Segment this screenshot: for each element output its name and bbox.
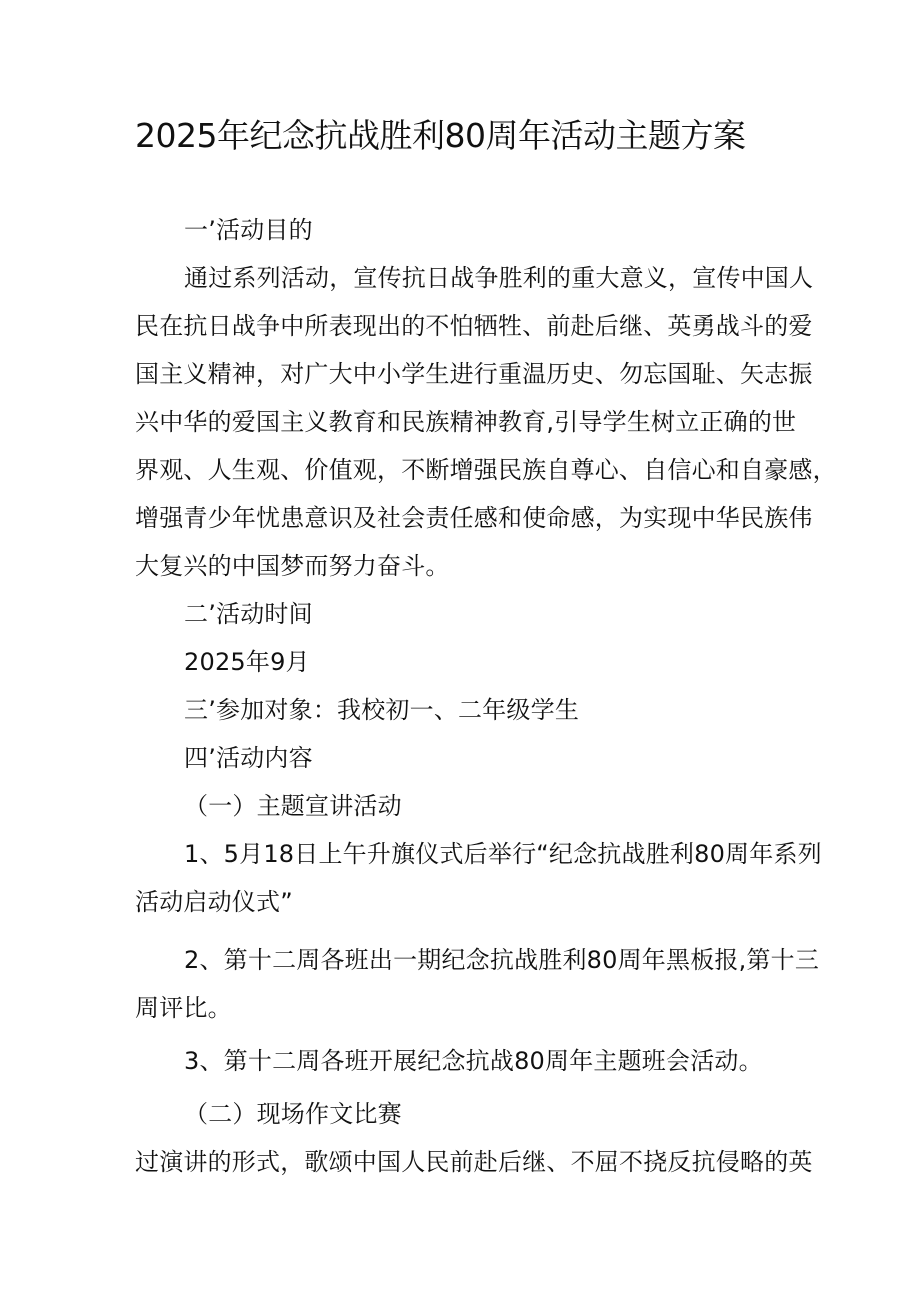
section-heading-participants: 三’参加对象：我校初一、二年级学生 — [184, 696, 580, 724]
paragraph-line: 民在抗日战争中所表现出的不怕牺牲、前赴后继、英勇战斗的爱 — [135, 312, 813, 340]
subsection-heading-lecture: （一）主题宣讲活动 — [184, 792, 402, 820]
list-item-line: 2、第十二周各班出一期纪念抗战胜利80周年黑板报,第十三 — [184, 946, 820, 974]
paragraph-line: 兴中华的爱国主义教育和民族精神教育,引导学生树立正确的世 — [135, 408, 797, 436]
section-heading-content: 四’活动内容 — [184, 744, 313, 772]
list-item-line: 1、5月18日上午升旗仪式后举行“纪念抗战胜利80周年系列 — [184, 840, 822, 868]
paragraph-line: 增强青少年忧患意识及社会责任感和使命感，为实现中华民族伟 — [135, 504, 813, 532]
paragraph-line: 通过系列活动，宣传抗日战争胜利的重大意义，宣传中国人 — [184, 264, 814, 292]
document-title: 2025年纪念抗战胜利80周年活动主题方案 — [135, 116, 746, 155]
section-heading-purpose: 一’活动目的 — [184, 216, 313, 244]
paragraph-line: 大复兴的中国梦而努力奋斗。 — [135, 552, 450, 580]
subsection-heading-essay: （二）现场作文比赛 — [184, 1100, 402, 1128]
paragraph-line: 界观、人生观、价值观，不断增强民族自尊心、自信心和自豪感， — [135, 456, 837, 484]
paragraph-line: 国主义精神，对广大中小学生进行重温历史、勿忘国耻、矢志振 — [135, 360, 813, 388]
list-item-line: 3、第十二周各班开展纪念抗战80周年主题班会活动。 — [184, 1047, 763, 1075]
section-heading-time: 二’活动时间 — [184, 600, 313, 628]
date-text: 2025年9月 — [184, 648, 310, 676]
list-item-line: 活动启动仪式” — [135, 888, 293, 916]
list-item-line: 周评比。 — [135, 994, 232, 1022]
paragraph-line: 过演讲的形式，歌颂中国人民前赴后继、不屈不挠反抗侵略的英 — [135, 1148, 813, 1176]
